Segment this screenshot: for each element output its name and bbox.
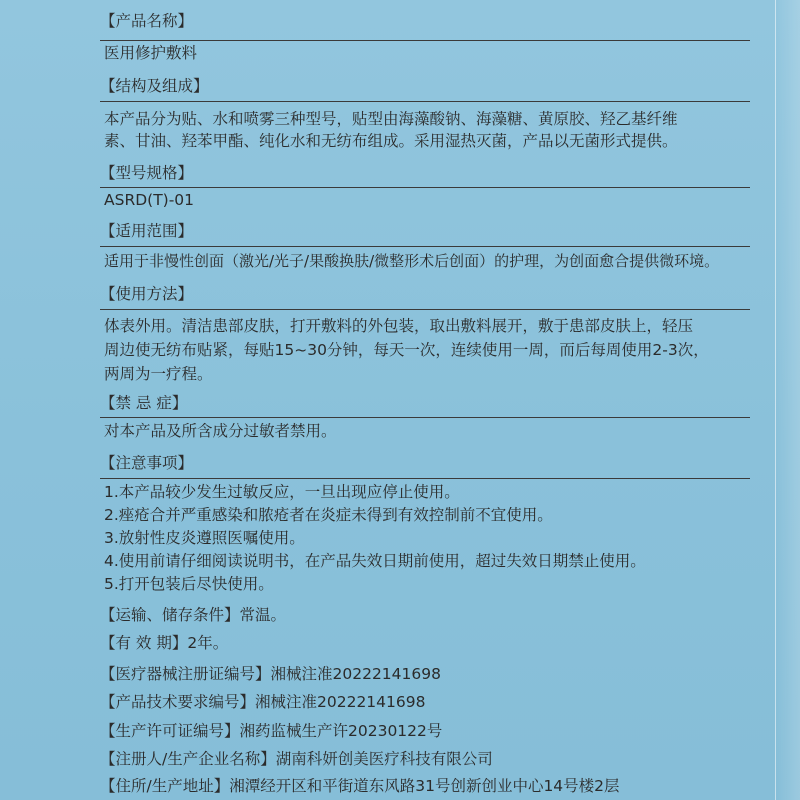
body-line: ASRD(T)-01 [104, 191, 195, 209]
section-body-scope [104, 250, 719, 272]
note-item: 2.痤疮合并严重感染和脓疮者在炎症未得到有效控制前不宜使用。 [104, 506, 553, 524]
body-line: 素、甘油、羟苯甲酯、纯化水和无纺布组成。采用湿热灭菌，产品以无菌形式提供。 [104, 132, 678, 150]
divider [100, 40, 750, 41]
transport-storage-line: 【运输、储存条件】常温。 [100, 606, 287, 624]
divider [100, 417, 750, 418]
divider [100, 187, 750, 188]
body-line: 医用修护敷料 [104, 44, 198, 62]
note-item: 1.本产品较少发生过敏反应，一旦出现应停止使用。 [104, 483, 460, 501]
section-body-structure [104, 108, 678, 152]
body-line: 体表外用。清洁患部皮肤，打开敷料的外包装，取出敷料展开，敷于患部皮肤上，轻压 [104, 317, 694, 335]
section-heading-usage: 【使用方法】 [100, 285, 194, 303]
note-item: 5.打开包装后尽快使用。 [104, 575, 274, 593]
section-heading-structure: 【结构及组成】 [100, 77, 209, 95]
validity-line: 【有 效 期】2年。 [100, 634, 229, 652]
body-line: 周边使无纺布贴紧，每贴15~30分钟，每天一次，连续使用一周，而后每周使用2-3次， [104, 341, 709, 359]
production-license-line: 【生产许可证编号】湘药监械生产许20230122号 [100, 722, 443, 740]
section-body-name [104, 42, 197, 64]
note-item: 3.放射性皮炎遵照医嘱使用。 [104, 529, 305, 547]
address-line: 【住所/生产地址】湘潭经开区和平街道东风路31号创新创业中心14号楼2层 [100, 777, 620, 795]
divider [100, 101, 750, 102]
body-line: 对本产品及所含成分过敏者禁用。 [104, 422, 337, 440]
divider [100, 309, 750, 310]
section-body-usage [104, 314, 709, 386]
body-line: 适用于非慢性创面（激光/光子/果酸换肤/微整形术后创面）的护理，为创面愈合提供微环境。 [104, 252, 720, 270]
section-body-notes [104, 481, 646, 596]
section-heading-model: 【型号规格】 [100, 164, 194, 182]
section-heading-contra: 【禁 忌 症】 [100, 394, 188, 412]
section-body-model [104, 189, 194, 211]
section-heading-name: 【产品名称】 [100, 12, 194, 30]
body-line: 本产品分为贴、水和喷雾三种型号，贴型由海藻酸钠、海藻糖、黄原胶、羟乙基纤维 [104, 110, 678, 128]
registration-number-line: 【医疗器械注册证编号】湘械注准20222141698 [100, 665, 441, 683]
section-heading-scope: 【适用范围】 [100, 222, 194, 240]
package-edge [775, 0, 800, 800]
divider [100, 478, 750, 479]
section-body-contra [104, 420, 337, 442]
note-item: 4.使用前请仔细阅读说明书，在产品失效日期前使用，超过失效日期禁止使用。 [104, 552, 646, 570]
section-heading-notes: 【注意事项】 [100, 454, 194, 472]
body-line: 两周为一疗程。 [104, 365, 213, 383]
tech-requirement-line: 【产品技术要求编号】湘械注准20222141698 [100, 693, 426, 711]
divider [100, 246, 750, 247]
registrant-line: 【注册人/生产企业名称】湖南科妍创美医疗科技有限公司 [100, 750, 493, 768]
